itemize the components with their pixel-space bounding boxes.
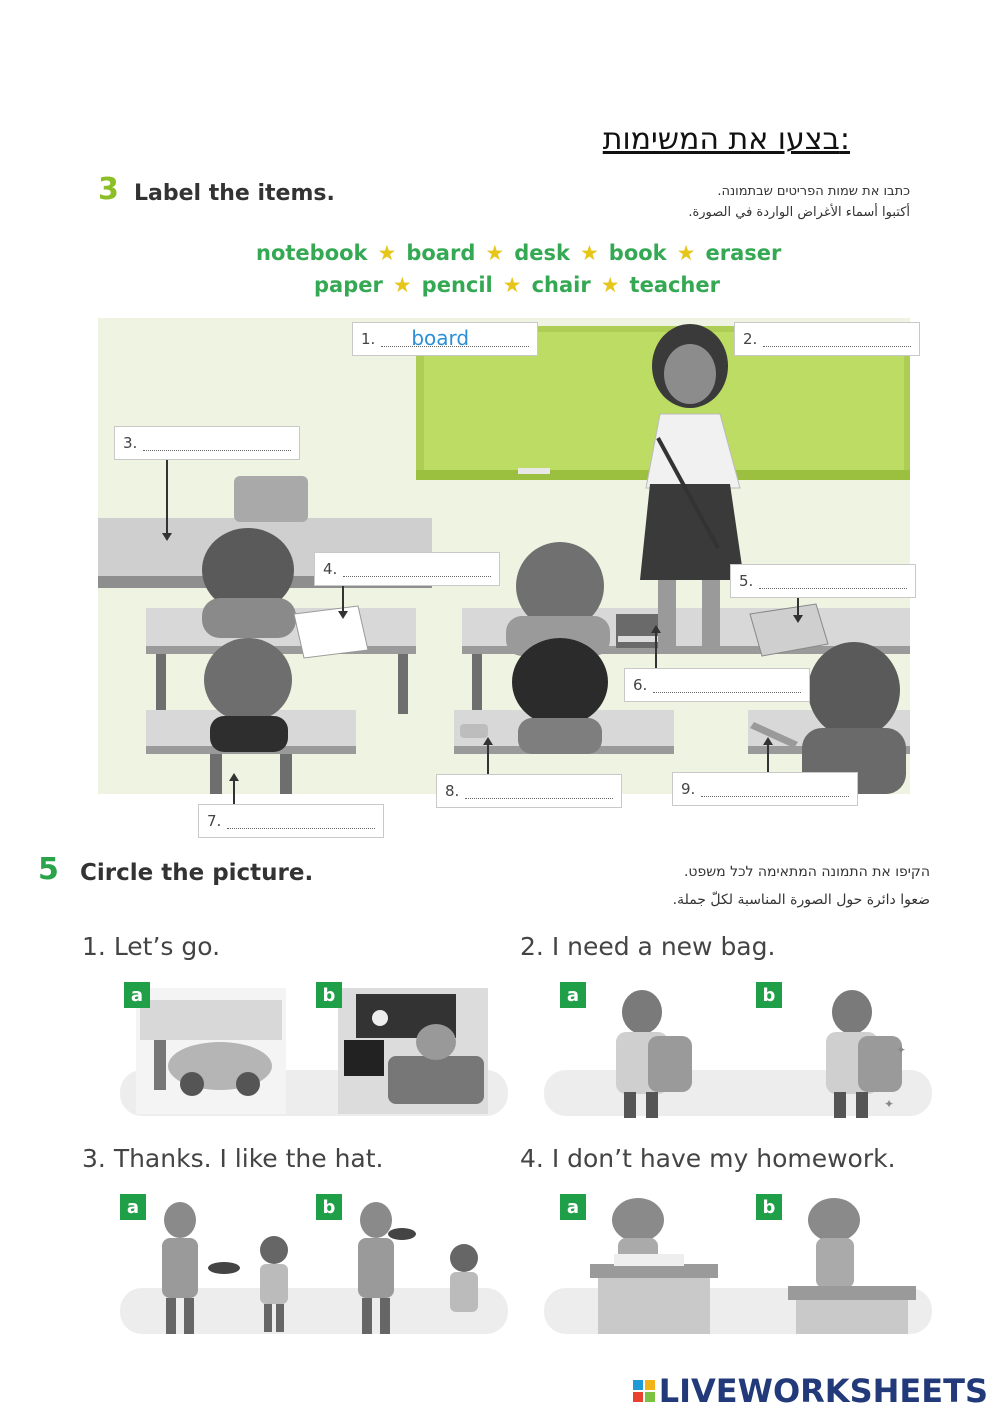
arrow-4	[342, 586, 344, 612]
item-2-pictures	[544, 980, 932, 1120]
item-4-sentence: 4. I don’t have my homework.	[520, 1144, 896, 1173]
word-desk: desk	[514, 241, 570, 265]
label-box-2[interactable]: 2.	[734, 322, 920, 356]
label-box-7[interactable]: 7.	[198, 804, 384, 838]
arrow-6	[655, 632, 657, 668]
word-teacher: teacher	[629, 273, 720, 297]
item-4-option-a[interactable]: a	[560, 1194, 586, 1220]
label-box-8[interactable]: 8.	[436, 774, 622, 808]
star-icon: ★	[377, 241, 397, 265]
star-icon: ★	[392, 273, 412, 297]
label-box-1[interactable]: 1. board	[352, 322, 538, 356]
item-3-sentence: 3. Thanks. I like the hat.	[82, 1144, 384, 1173]
exercise-5-title: Circle the picture.	[80, 860, 314, 886]
arrow-7	[233, 780, 235, 804]
label-answer-8	[465, 784, 613, 799]
exercise-3-number: 3	[98, 172, 119, 207]
label-answer-9	[701, 782, 849, 797]
word-pencil: pencil	[421, 273, 493, 297]
liveworksheets-logo: LIVEWORKSHEETS	[633, 1372, 988, 1410]
item-2-sentence: 2. I need a new bag.	[520, 932, 776, 961]
label-answer-6	[653, 678, 801, 693]
arrow-head-4	[338, 611, 348, 619]
label-box-3[interactable]: 3.	[114, 426, 300, 460]
exercise-3-instruction-ar: أكتبوا أسماء الأغراض الواردة في الصورة.	[688, 205, 910, 220]
item-3-pictures	[120, 1192, 508, 1338]
item-2-option-a[interactable]: a	[560, 982, 586, 1008]
svg-text:✦: ✦	[884, 1097, 895, 1111]
svg-text:✦: ✦	[896, 1043, 907, 1057]
classroom-svg	[98, 318, 910, 794]
arrow-head-5	[793, 615, 803, 623]
label-box-6[interactable]: 6.	[624, 668, 810, 702]
item-1-pictures	[120, 980, 508, 1120]
item-4-option-b[interactable]: b	[756, 1194, 782, 1220]
logo-icon	[633, 1380, 655, 1402]
item-1-option-a[interactable]: a	[124, 982, 150, 1008]
classroom-illustration	[98, 318, 910, 794]
exercise-5-instruction-ar: ضعوا دائرة حول الصورة المناسبة لكلّ جملة.	[672, 892, 930, 908]
exercise-3-title: Label the items.	[134, 181, 335, 206]
arrow-head-3	[162, 533, 172, 541]
star-icon: ★	[600, 273, 620, 297]
arrow-head-6	[651, 625, 661, 633]
label-answer-1: board	[411, 325, 470, 350]
arrow-head-7	[229, 773, 239, 781]
word-chair: chair	[531, 273, 591, 297]
label-answer-4	[343, 562, 491, 577]
exercise-5-instruction-he: הקיפו את התמונה המתאימה לכל משפט.	[683, 864, 930, 880]
label-box-5[interactable]: 5.	[730, 564, 916, 598]
label-answer-2	[763, 332, 911, 347]
arrow-8	[487, 744, 489, 774]
item-1-option-b[interactable]: b	[316, 982, 342, 1008]
exercise-5-number: 5	[38, 852, 59, 887]
exercise-3-instruction-he: כתבו את שמות הפריטים שבתמונה.	[717, 184, 910, 199]
item-3-option-b[interactable]: b	[316, 1194, 342, 1220]
word-board: board	[406, 241, 476, 265]
arrow-9	[767, 744, 769, 772]
star-icon: ★	[502, 273, 522, 297]
item-3-option-a[interactable]: a	[120, 1194, 146, 1220]
label-box-4[interactable]: 4.	[314, 552, 500, 586]
star-icon: ★	[485, 241, 505, 265]
arrow-head-8	[483, 737, 493, 745]
word-bank-row-2	[314, 273, 720, 297]
word-book: book	[608, 241, 667, 265]
arrow-5	[797, 598, 799, 616]
arrow-head-9	[763, 737, 773, 745]
label-answer-7	[227, 814, 375, 829]
item-4-pictures	[544, 1192, 932, 1338]
label-answer-3	[143, 436, 291, 451]
star-icon: ★	[676, 241, 696, 265]
word-bank-row-1	[256, 241, 781, 265]
page-title: בצעו את המשימות:	[602, 122, 850, 157]
label-box-9[interactable]: 9.	[672, 772, 858, 806]
label-answer-5	[759, 574, 907, 589]
item-1-sentence: 1. Let’s go.	[82, 932, 221, 961]
arrow-3	[166, 460, 168, 534]
word-paper: paper	[314, 273, 383, 297]
word-notebook: notebook	[256, 241, 368, 265]
item-2-option-b[interactable]: b	[756, 982, 782, 1008]
word-eraser: eraser	[705, 241, 782, 265]
star-icon: ★	[579, 241, 599, 265]
